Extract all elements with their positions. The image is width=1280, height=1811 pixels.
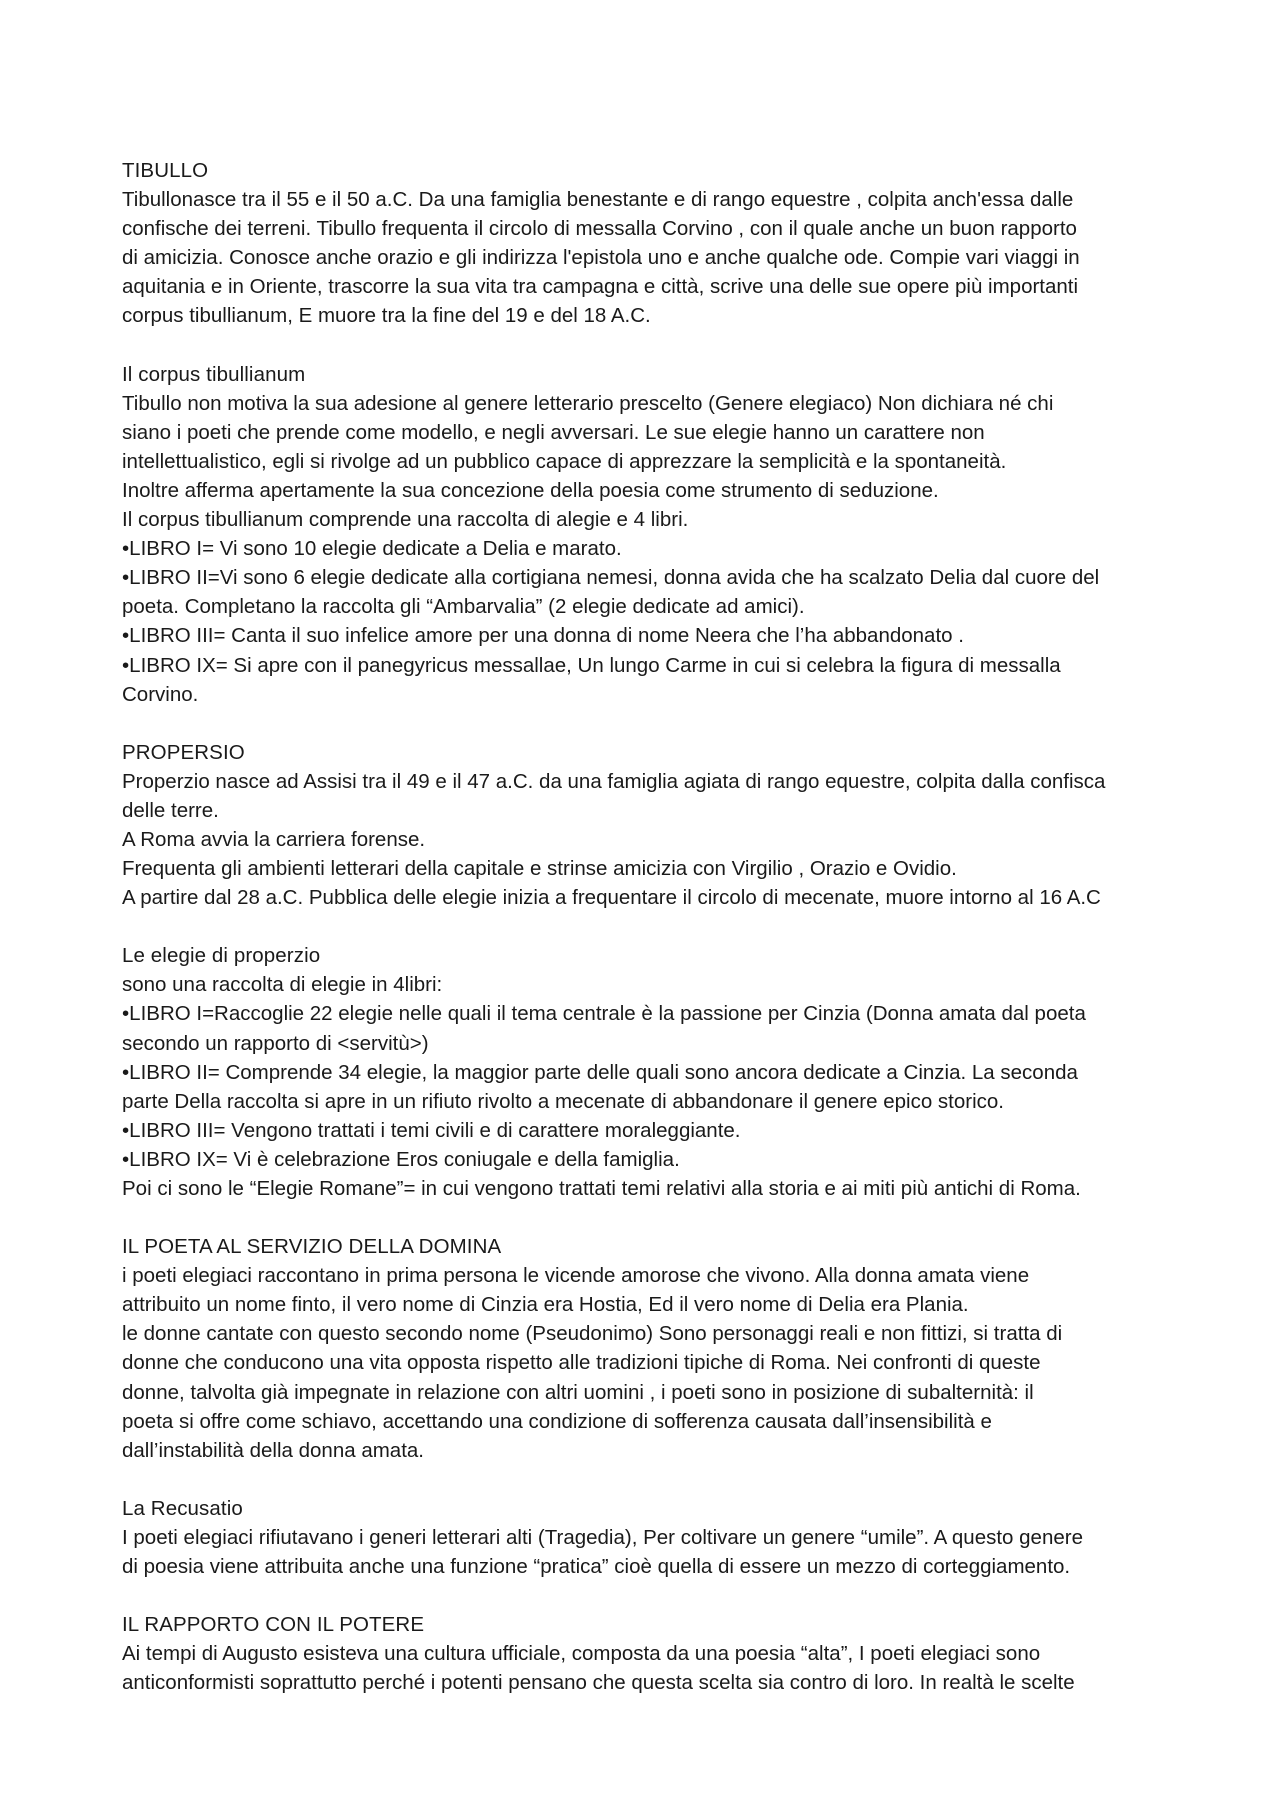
text-line: aquitania e in Oriente, trascorre la sua vita tra campagna e città, scrive una delle sue opere più importanti — [122, 275, 1079, 299]
text-line: delle terre. — [122, 798, 219, 822]
text-line: di poesia viene attribuita anche una funzione “pratica” cioè quella di essere un mezzo di corteggiamento. — [122, 1555, 1071, 1579]
text-line: corpus tibullianum, E muore tra la fine del 19 e del 18 A.C. — [122, 304, 651, 328]
section-heading: IL RAPPORTO CON IL POTERE — [122, 1613, 425, 1637]
text-line: dall’instabilità della donna amata. — [122, 1438, 425, 1462]
text-line: sono una raccolta di elegie in 4libri: — [122, 973, 443, 997]
text-line: le donne cantate con questo secondo nome (Pseudonimo) Sono personaggi reali e non fittizi, si tratta di — [122, 1322, 1063, 1346]
bullet-line: •LIBRO IX= Si apre con il panegyricus messallae, Un lungo Carme in cui si celebra la figura di messalla — [122, 653, 1061, 677]
bullet-line: •LIBRO IX= Vi è celebrazione Eros coniugale e della famiglia. — [122, 1147, 680, 1171]
text-line: Tibullo non motiva la sua adesione al genere letterario prescelto (Genere elegiaco) Non dichiara né chi — [122, 391, 1054, 415]
section-poeta-domina — [122, 1232, 1180, 1465]
section-heading: PROPERSIO — [122, 740, 245, 764]
bullet-line: •LIBRO III= Canta il suo infelice amore per una donna di nome Neera che l’ha abbandonato . — [122, 624, 964, 648]
section-corpus-tibullianum — [122, 360, 1180, 709]
text-line: siano i poeti che prende come modello, e negli avversari. Le sue elegie hanno un carattere non — [122, 420, 985, 444]
text-line: i poeti elegiaci raccontano in prima persona le vicende amorose che vivono. Alla donna amata viene — [122, 1264, 1030, 1288]
text-line: A Roma avvia la carriera forense. — [122, 827, 426, 851]
text-line: I poeti elegiaci rifiutavano i generi letterari alti (Tragedia), Per coltivare un genere “umile”. A questo genere — [122, 1525, 1083, 1549]
section-recusatio — [122, 1494, 1180, 1581]
text-line: Properzio nasce ad Assisi tra il 49 e il 47 a.C. da una famiglia agiata di rango equestre, colpita dalla confisca — [122, 769, 1106, 793]
text-line: confische dei terreni. Tibullo frequenta il circolo di messalla Corvino , con il quale anche un buon rapporto — [122, 217, 1077, 241]
text-line: poeta si offre come schiavo, accettando una condizione di sofferenza causata dall’insensibilità e — [122, 1409, 992, 1433]
text-line: di amicizia. Conosce anche orazio e gli indirizza l'epistola uno e anche qualche ode. Compie vari viaggi in — [122, 246, 1080, 270]
text-line: Il corpus tibullianum comprende una raccolta di alegie e 4 libri. — [122, 508, 689, 532]
section-elegie-properzio — [122, 941, 1180, 1203]
text-line: anticonformisti soprattutto perché i potenti pensano che questa scelta sia contro di loro. In realtà le scelte — [122, 1671, 1075, 1695]
text-line: donne che conducono una vita opposta rispetto alle tradizioni tipiche di Roma. Nei confronti di queste — [122, 1351, 1041, 1375]
text-line: Inoltre afferma apertamente la sua concezione della poesia come strumento di seduzione. — [122, 478, 939, 502]
text-line: secondo un rapporto di <servitù>) — [122, 1031, 429, 1055]
text-line: donne, talvolta già impegnate in relazione con altri uomini , i poeti sono in posizione di subalternità: il — [122, 1380, 1034, 1404]
text-line: parte Della raccolta si apre in un rifiuto rivolto a mecenate di abbandonare il genere epico storico. — [122, 1089, 1005, 1113]
text-line: Frequenta gli ambienti letterari della capitale e strinse amicizia con Virgilio , Orazio e Ovidio. — [122, 857, 957, 881]
section-rapporto-potere — [122, 1610, 1180, 1697]
bullet-line: •LIBRO II=Vi sono 6 elegie dedicate alla cortigiana nemesi, donna avida che ha scalzato Delia dal cuore del — [122, 566, 1100, 590]
section-heading: Le elegie di properzio — [122, 944, 321, 968]
bullet-line: •LIBRO I=Raccoglie 22 elegie nelle quali il tema centrale è la passione per Cinzia (Donna amata dal poeta — [122, 1002, 1086, 1026]
section-propersio — [122, 738, 1180, 913]
text-line: intellettualistico, egli si rivolge ad un pubblico capace di apprezzare la semplicità e la spontaneità. — [122, 449, 1007, 473]
section-tibullo — [122, 156, 1180, 331]
text-line: A partire dal 28 a.C. Pubblica delle elegie inizia a frequentare il circolo di mecenate, muore intorno al 16 A.C — [122, 886, 1101, 910]
section-heading: La Recusatio — [122, 1496, 243, 1520]
text-line: Corvino. — [122, 682, 199, 706]
text-line: Poi ci sono le “Elegie Romane”= in cui vengono trattati temi relativi alla storia e ai miti più antichi di Roma. — [122, 1177, 1081, 1200]
text-line: attribuito un nome finto, il vero nome di Cinzia era Hostia, Ed il vero nome di Delia era Plania. — [122, 1293, 969, 1317]
bullet-line: •LIBRO I= Vi sono 10 elegie dedicate a Delia e marato. — [122, 537, 622, 561]
section-heading: Il corpus tibullianum — [122, 362, 306, 386]
section-heading: IL POETA AL SERVIZIO DELLA DOMINA — [122, 1235, 502, 1259]
section-heading: TIBULLO — [122, 159, 209, 182]
bullet-line: •LIBRO III= Vengono trattati i temi civili e di carattere moraleggiante. — [122, 1118, 741, 1142]
text-line: Tibullonasce tra il 55 e il 50 a.C. Da una famiglia benestante e di rango equestre , colpita anch'essa dalle — [122, 188, 1074, 212]
bullet-line: •LIBRO II= Comprende 34 elegie, la maggior parte delle quali sono ancora dedicate a Cinzia. La seconda — [122, 1060, 1078, 1084]
text-line: poeta. Completano la raccolta gli “Ambarvalia” (2 elegie dedicate ad amici). — [122, 595, 805, 619]
text-line: Ai tempi di Augusto esisteva una cultura ufficiale, composta da una poesia “alta”, I poeti elegiaci sono — [122, 1642, 1041, 1666]
